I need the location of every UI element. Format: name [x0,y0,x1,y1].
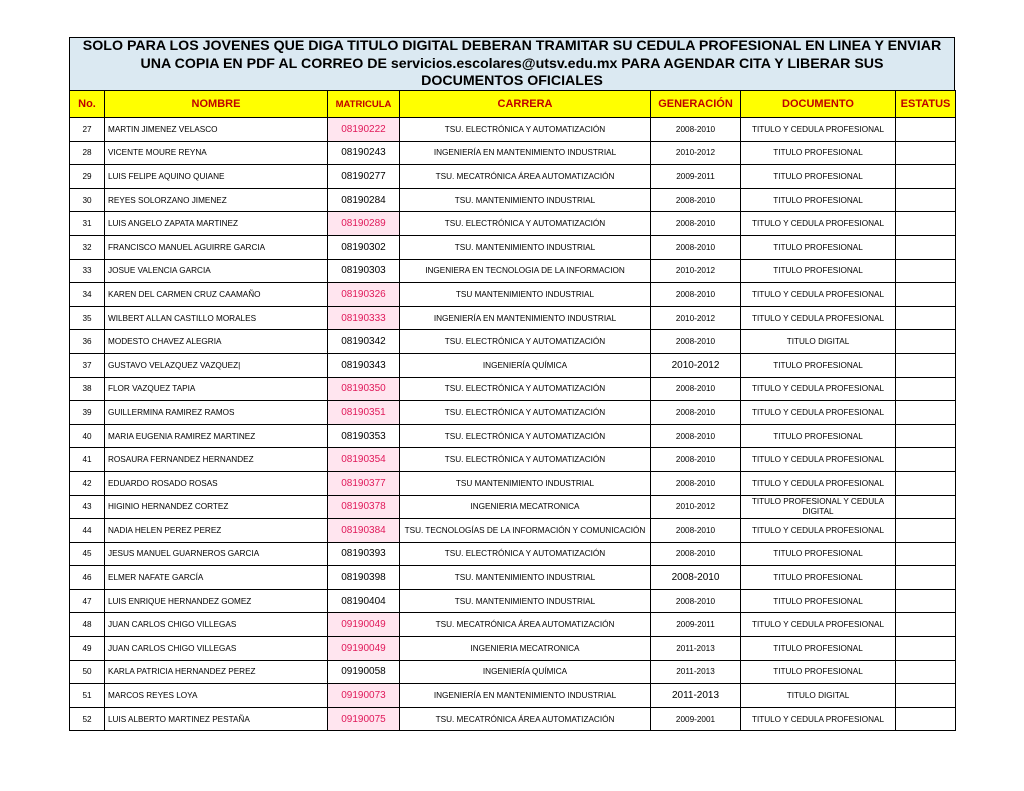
cell-matricula: 08190303 [328,259,400,283]
cell-documento: TITULO PROFESIONAL [741,637,896,661]
cell-generacion: 2008-2010 [651,401,741,425]
cell-generacion: 2008-2010 [651,448,741,472]
cell-matricula: 08190243 [328,141,400,165]
cell-nombre: KARLA PATRICIA HERNANDEZ PEREZ [105,660,328,684]
cell-generacion: 2009-2011 [651,613,741,637]
cell-carrera: TSU. MANTENIMIENTO INDUSTRIAL [400,566,651,590]
table-row [70,471,956,495]
cell-documento: TITULO PROFESIONAL [741,542,896,566]
table-row [70,188,956,212]
cell-nombre: GUSTAVO VELAZQUEZ VAZQUEZ| [105,353,328,377]
cell-nombre: FLOR VAZQUEZ TAPIA [105,377,328,401]
cell-no: 48 [70,613,105,637]
table-row [70,566,956,590]
cell-matricula: 08190277 [328,165,400,189]
cell-estatus [896,684,956,708]
cell-matricula: 08190350 [328,377,400,401]
header-matricula: MATRICULA [328,91,400,118]
cell-no: 40 [70,424,105,448]
cell-matricula: 08190393 [328,542,400,566]
students-table [69,90,956,731]
cell-no: 36 [70,330,105,354]
cell-matricula: 08190326 [328,283,400,307]
cell-estatus [896,377,956,401]
cell-nombre: ELMER NAFATE GARCÍA [105,566,328,590]
table-row [70,660,956,684]
cell-generacion: 2008-2010 [651,118,741,142]
cell-no: 43 [70,495,105,519]
table-row [70,212,956,236]
table-row [70,542,956,566]
cell-generacion: 2011-2013 [651,660,741,684]
cell-carrera: TSU. ELECTRÓNICA Y AUTOMATIZACIÓN [400,424,651,448]
cell-nombre: VICENTE MOURE REYNA [105,141,328,165]
cell-carrera: TSU MANTENIMIENTO INDUSTRIAL [400,471,651,495]
cell-nombre: LUIS ENRIQUE HERNANDEZ GOMEZ [105,589,328,613]
notice-line-1: SOLO PARA LOS JOVENES QUE DIGA TITULO DIGITAL DEBERAN TRAMITAR SU CEDULA PROFESIONAL EN LINEA Y ENVIAR [82,38,942,54]
cell-generacion: 2010-2012 [651,141,741,165]
cell-carrera: TSU. ELECTRÓNICA Y AUTOMATIZACIÓN [400,330,651,354]
table-row [70,259,956,283]
cell-nombre: FRANCISCO MANUEL AGUIRRE GARCIA [105,235,328,259]
cell-nombre: KAREN DEL CARMEN CRUZ CAAMAÑO [105,283,328,307]
cell-no: 52 [70,707,105,731]
cell-no: 49 [70,637,105,661]
table-row [70,306,956,330]
cell-generacion: 2010-2012 [651,353,741,377]
cell-carrera: INGENIERIA MECATRONICA [400,495,651,519]
cell-documento: TITULO Y CEDULA PROFESIONAL [741,448,896,472]
cell-generacion: 2008-2010 [651,589,741,613]
cell-nombre: JOSUE VALENCIA GARCIA [105,259,328,283]
cell-no: 35 [70,306,105,330]
cell-matricula: 08190378 [328,495,400,519]
cell-estatus [896,283,956,307]
cell-estatus [896,660,956,684]
table-row [70,283,956,307]
cell-nombre: JUAN CARLOS CHIGO VILLEGAS [105,613,328,637]
cell-carrera: TSU. ELECTRÓNICA Y AUTOMATIZACIÓN [400,118,651,142]
table-header-row [70,91,956,118]
cell-matricula: 08190289 [328,212,400,236]
cell-nombre: LUIS FELIPE AQUINO QUIANE [105,165,328,189]
cell-generacion: 2010-2012 [651,495,741,519]
cell-carrera: TSU. ELECTRÓNICA Y AUTOMATIZACIÓN [400,542,651,566]
cell-generacion: 2008-2010 [651,212,741,236]
cell-estatus [896,235,956,259]
table-row [70,377,956,401]
cell-matricula: 08190343 [328,353,400,377]
header-documento: DOCUMENTO [741,91,896,118]
cell-carrera: TSU. TECNOLOGÍAS DE LA INFORMACIÓN Y COMUNICACIÓN [400,519,651,543]
cell-generacion: 2009-2001 [651,707,741,731]
cell-generacion: 2008-2010 [651,519,741,543]
cell-estatus [896,118,956,142]
cell-estatus [896,306,956,330]
cell-nombre: REYES SOLORZANO JIMENEZ [105,188,328,212]
cell-nombre: JESUS MANUEL GUARNEROS GARCIA [105,542,328,566]
cell-matricula: 09190058 [328,660,400,684]
cell-matricula: 08190398 [328,566,400,590]
cell-carrera: TSU. MANTENIMIENTO INDUSTRIAL [400,188,651,212]
cell-no: 34 [70,283,105,307]
cell-estatus [896,259,956,283]
notice-line-2: UNA COPIA EN PDF AL CORREO DE servicios.escolares@utsv.edu.mx PARA AGENDAR CITA Y LIBERAR SUS [140,55,884,72]
cell-generacion: 2008-2010 [651,283,741,307]
cell-documento: TITULO PROFESIONAL Y CEDULA DIGITAL [741,495,896,519]
cell-nombre: HIGINIO HERNANDEZ CORTEZ [105,495,328,519]
table-row [70,330,956,354]
cell-matricula: 09190049 [328,613,400,637]
cell-nombre: ROSAURA FERNANDEZ HERNANDEZ [105,448,328,472]
cell-documento: TITULO PROFESIONAL [741,188,896,212]
cell-nombre: WILBERT ALLAN CASTILLO MORALES [105,306,328,330]
cell-estatus [896,613,956,637]
cell-estatus [896,212,956,236]
cell-carrera: INGENIERÍA QUÍMICA [400,660,651,684]
cell-nombre: LUIS ALBERTO MARTINEZ PESTAÑA [105,707,328,731]
cell-nombre: MODESTO CHAVEZ ALEGRIA [105,330,328,354]
cell-matricula: 09190075 [328,707,400,731]
cell-documento: TITULO PROFESIONAL [741,424,896,448]
cell-carrera: INGENIERÍA QUÍMICA [400,353,651,377]
table-row [70,589,956,613]
cell-estatus [896,424,956,448]
cell-matricula: 08190284 [328,188,400,212]
table-row [70,401,956,425]
cell-matricula: 08190222 [328,118,400,142]
cell-no: 38 [70,377,105,401]
table-row [70,684,956,708]
cell-estatus [896,707,956,731]
cell-carrera: INGENIERÍA EN MANTENIMIENTO INDUSTRIAL [400,684,651,708]
cell-no: 31 [70,212,105,236]
cell-carrera: INGENIERÍA EN MANTENIMIENTO INDUSTRIAL [400,141,651,165]
cell-estatus [896,141,956,165]
table-row [70,613,956,637]
cell-estatus [896,401,956,425]
cell-carrera: TSU. ELECTRÓNICA Y AUTOMATIZACIÓN [400,401,651,425]
cell-documento: TITULO Y CEDULA PROFESIONAL [741,377,896,401]
cell-documento: TITULO Y CEDULA PROFESIONAL [741,306,896,330]
cell-generacion: 2008-2010 [651,330,741,354]
cell-estatus [896,495,956,519]
cell-generacion: 2008-2010 [651,471,741,495]
cell-matricula: 08190342 [328,330,400,354]
cell-estatus [896,188,956,212]
table-row [70,637,956,661]
cell-documento: TITULO PROFESIONAL [741,660,896,684]
cell-nombre: MARCOS REYES LOYA [105,684,328,708]
cell-no: 29 [70,165,105,189]
cell-documento: TITULO PROFESIONAL [741,259,896,283]
cell-generacion: 2010-2012 [651,306,741,330]
cell-no: 50 [70,660,105,684]
notice-banner [69,37,955,90]
cell-documento: TITULO Y CEDULA PROFESIONAL [741,283,896,307]
cell-carrera: TSU. MECATRÓNICA ÁREA AUTOMATIZACIÓN [400,707,651,731]
cell-estatus [896,471,956,495]
header-estatus: ESTATUS [896,91,956,118]
cell-no: 44 [70,519,105,543]
cell-generacion: 2008-2010 [651,235,741,259]
header-carrera: CARRERA [400,91,651,118]
cell-documento: TITULO Y CEDULA PROFESIONAL [741,401,896,425]
cell-no: 32 [70,235,105,259]
cell-estatus [896,448,956,472]
table-row [70,165,956,189]
cell-estatus [896,566,956,590]
cell-carrera: INGENIERÍA EN MANTENIMIENTO INDUSTRIAL [400,306,651,330]
cell-carrera: TSU. ELECTRÓNICA Y AUTOMATIZACIÓN [400,212,651,236]
cell-documento: TITULO PROFESIONAL [741,235,896,259]
cell-documento: TITULO Y CEDULA PROFESIONAL [741,707,896,731]
cell-documento: TITULO PROFESIONAL [741,165,896,189]
cell-matricula: 09190073 [328,684,400,708]
cell-carrera: TSU. ELECTRÓNICA Y AUTOMATIZACIÓN [400,377,651,401]
cell-generacion: 2009-2011 [651,165,741,189]
cell-carrera: TSU. MECATRÓNICA ÁREA AUTOMATIZACIÓN [400,165,651,189]
table-row [70,707,956,731]
cell-matricula: 08190333 [328,306,400,330]
cell-matricula: 08190351 [328,401,400,425]
cell-no: 30 [70,188,105,212]
cell-no: 37 [70,353,105,377]
table-body [70,118,956,731]
cell-estatus [896,353,956,377]
cell-generacion: 2008-2010 [651,424,741,448]
table-row [70,519,956,543]
cell-documento: TITULO PROFESIONAL [741,566,896,590]
cell-matricula: 08190302 [328,235,400,259]
cell-nombre: EDUARDO ROSADO ROSAS [105,471,328,495]
cell-nombre: MARIA EUGENIA RAMIREZ MARTINEZ [105,424,328,448]
cell-matricula: 08190377 [328,471,400,495]
cell-carrera: TSU MANTENIMIENTO INDUSTRIAL [400,283,651,307]
cell-nombre: JUAN CARLOS CHIGO VILLEGAS [105,637,328,661]
cell-no: 47 [70,589,105,613]
cell-generacion: 2008-2010 [651,377,741,401]
cell-nombre: MARTIN JIMENEZ VELASCO [105,118,328,142]
cell-documento: TITULO Y CEDULA PROFESIONAL [741,118,896,142]
table-row [70,118,956,142]
cell-carrera: TSU. MANTENIMIENTO INDUSTRIAL [400,589,651,613]
table-row [70,235,956,259]
cell-generacion: 2008-2010 [651,566,741,590]
cell-documento: TITULO Y CEDULA PROFESIONAL [741,471,896,495]
cell-generacion: 2011-2013 [651,684,741,708]
cell-documento: TITULO DIGITAL [741,330,896,354]
cell-documento: TITULO PROFESIONAL [741,589,896,613]
cell-generacion: 2008-2010 [651,542,741,566]
cell-no: 46 [70,566,105,590]
cell-carrera: TSU. ELECTRÓNICA Y AUTOMATIZACIÓN [400,448,651,472]
document-sheet [69,37,955,731]
cell-generacion: 2011-2013 [651,637,741,661]
cell-no: 27 [70,118,105,142]
header-generacion: GENERACIÓN [651,91,741,118]
cell-no: 33 [70,259,105,283]
cell-generacion: 2010-2012 [651,259,741,283]
cell-estatus [896,330,956,354]
cell-documento: TITULO Y CEDULA PROFESIONAL [741,613,896,637]
cell-documento: TITULO Y CEDULA PROFESIONAL [741,212,896,236]
header-no: No. [70,91,105,118]
cell-documento: TITULO PROFESIONAL [741,353,896,377]
table-row [70,448,956,472]
cell-estatus [896,165,956,189]
cell-estatus [896,542,956,566]
table-row [70,424,956,448]
cell-matricula: 09190049 [328,637,400,661]
cell-no: 41 [70,448,105,472]
cell-documento: TITULO Y CEDULA PROFESIONAL [741,519,896,543]
cell-matricula: 08190404 [328,589,400,613]
cell-carrera: INGENIERIA MECATRONICA [400,637,651,661]
cell-estatus [896,637,956,661]
cell-carrera: TSU. MECATRÓNICA ÁREA AUTOMATIZACIÓN [400,613,651,637]
cell-matricula: 08190353 [328,424,400,448]
cell-carrera: INGENIERA EN TECNOLOGIA DE LA INFORMACION [400,259,651,283]
cell-estatus [896,589,956,613]
cell-no: 28 [70,141,105,165]
cell-no: 39 [70,401,105,425]
table-row [70,353,956,377]
cell-documento: TITULO DIGITAL [741,684,896,708]
cell-matricula: 08190354 [328,448,400,472]
cell-nombre: GUILLERMINA RAMIREZ RAMOS [105,401,328,425]
cell-no: 45 [70,542,105,566]
cell-no: 42 [70,471,105,495]
cell-estatus [896,519,956,543]
notice-line-3: DOCUMENTOS OFICIALES [421,73,603,89]
cell-nombre: LUIS ANGELO ZAPATA MARTINEZ [105,212,328,236]
cell-matricula: 08190384 [328,519,400,543]
header-nombre: NOMBRE [105,91,328,118]
cell-carrera: TSU. MANTENIMIENTO INDUSTRIAL [400,235,651,259]
cell-generacion: 2008-2010 [651,188,741,212]
table-row [70,495,956,519]
table-row [70,141,956,165]
cell-documento: TITULO PROFESIONAL [741,141,896,165]
cell-no: 51 [70,684,105,708]
cell-nombre: NADIA HELEN PEREZ PEREZ [105,519,328,543]
